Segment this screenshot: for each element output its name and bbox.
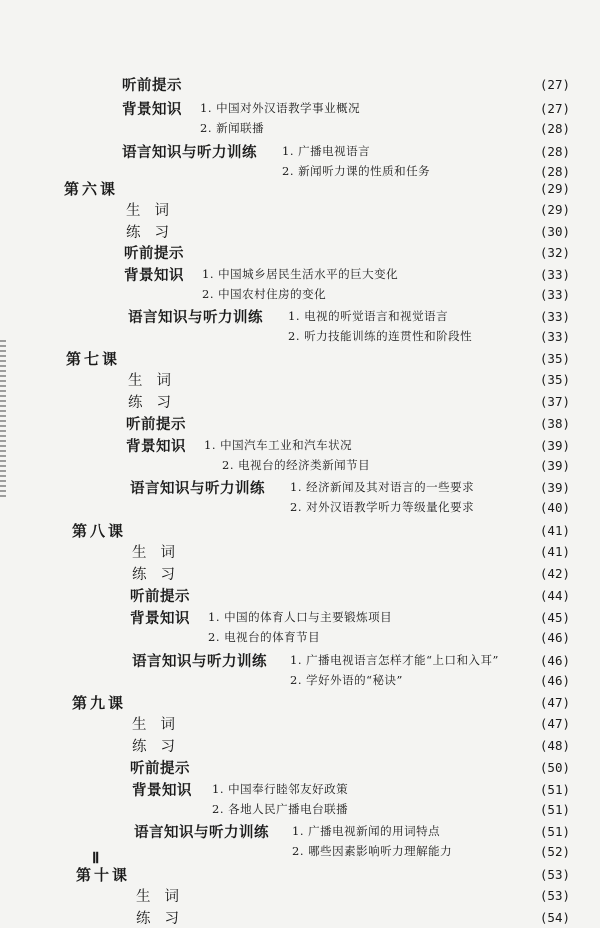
toc-entry[interactable] bbox=[132, 563, 570, 583]
lesson-entry[interactable] bbox=[66, 348, 570, 368]
entry-title: 生词 bbox=[132, 544, 189, 561]
page-number: Ⅱ bbox=[92, 851, 100, 867]
entry-page: (28) bbox=[539, 120, 570, 136]
lesson-title: 第七课 bbox=[66, 349, 121, 368]
entry-page: (41) bbox=[539, 522, 570, 538]
lesson-title: 第十课 bbox=[76, 865, 131, 884]
entry-page: (28) bbox=[539, 163, 570, 179]
section-heading: 背景知识 bbox=[130, 609, 190, 627]
entry-page: (51) bbox=[539, 823, 570, 839]
entry-page: (46) bbox=[539, 652, 570, 668]
lesson-title: 第六课 bbox=[64, 179, 119, 198]
toc-entry[interactable] bbox=[212, 779, 570, 799]
entry-title: 2. 听力技能训练的连贯性和阶段性 bbox=[288, 329, 473, 343]
entry-title: 1. 电视的听觉语言和视觉语言 bbox=[288, 309, 449, 323]
toc-heading bbox=[122, 98, 182, 118]
entry-title: 2. 哪些因素影响听力理解能力 bbox=[292, 844, 453, 858]
entry-page: (29) bbox=[539, 201, 570, 217]
toc-entry[interactable] bbox=[132, 713, 570, 733]
toc-entry[interactable] bbox=[136, 907, 570, 927]
toc-entry[interactable] bbox=[288, 326, 570, 346]
entry-title: 2. 对外汉语教学听力等级量化要求 bbox=[290, 500, 475, 514]
lesson-entry[interactable] bbox=[76, 864, 570, 884]
toc-entry[interactable] bbox=[200, 98, 570, 118]
toc-entry[interactable] bbox=[290, 497, 570, 517]
entry-title: 1. 中国的体育人口与主要锻炼项目 bbox=[208, 610, 393, 624]
entry-page: (39) bbox=[539, 457, 570, 473]
toc-heading bbox=[124, 264, 184, 284]
section-heading: 语言知识与听力训练 bbox=[128, 308, 263, 326]
toc-entry[interactable] bbox=[132, 735, 570, 755]
entry-page: (47) bbox=[539, 694, 570, 710]
section-heading: 背景知识 bbox=[126, 437, 186, 455]
entry-title: 生词 bbox=[136, 888, 193, 905]
entry-page: (41) bbox=[539, 543, 570, 559]
entry-page: (45) bbox=[539, 609, 570, 625]
entry-page: (51) bbox=[539, 801, 570, 817]
toc-heading bbox=[126, 435, 186, 455]
entry-page: (30) bbox=[539, 223, 570, 239]
entry-title: 1. 广播电视语言怎样才能“上口和入耳” bbox=[290, 653, 499, 667]
entry-title: 1. 中国城乡居民生活水平的巨大变化 bbox=[202, 267, 399, 281]
toc-heading bbox=[134, 821, 269, 841]
toc-entry[interactable] bbox=[200, 118, 570, 138]
entry-page: (42) bbox=[539, 565, 570, 581]
entry-page: (53) bbox=[539, 887, 570, 903]
toc-heading bbox=[132, 779, 192, 799]
lesson-entry[interactable] bbox=[72, 692, 570, 712]
entry-page: (47) bbox=[539, 715, 570, 731]
toc-entry[interactable] bbox=[132, 541, 570, 561]
entry-page: (46) bbox=[539, 672, 570, 688]
entry-title: 生词 bbox=[126, 202, 183, 219]
entry-page: (39) bbox=[539, 437, 570, 453]
entry-title: 1. 中国对外汉语教学事业概况 bbox=[200, 101, 361, 115]
toc-entry[interactable] bbox=[282, 141, 570, 161]
entry-title: 2. 学好外语的“秘诀” bbox=[290, 673, 403, 687]
toc-entry[interactable] bbox=[126, 413, 570, 433]
toc-heading bbox=[122, 141, 257, 161]
toc-entry[interactable] bbox=[126, 221, 570, 241]
entry-page: (33) bbox=[539, 328, 570, 344]
entry-title: 1. 广播电视语言 bbox=[282, 144, 371, 158]
toc-entry[interactable] bbox=[208, 627, 570, 647]
entry-title: 1. 中国奉行睦邻友好政策 bbox=[212, 782, 349, 796]
entry-page: (54) bbox=[539, 909, 570, 925]
section-heading: 背景知识 bbox=[124, 266, 184, 284]
entry-page: (33) bbox=[539, 286, 570, 302]
entry-page: (27) bbox=[539, 100, 570, 116]
toc-heading bbox=[132, 650, 267, 670]
toc-heading bbox=[128, 306, 263, 326]
entry-page: (32) bbox=[539, 244, 570, 260]
binding-edge bbox=[0, 340, 6, 500]
toc-entry[interactable] bbox=[204, 435, 570, 455]
toc-entry[interactable] bbox=[212, 799, 570, 819]
entry-title: 练习 bbox=[136, 910, 193, 927]
toc-entry[interactable] bbox=[124, 242, 570, 262]
entry-page: (39) bbox=[539, 479, 570, 495]
section-heading: 语言知识与听力训练 bbox=[122, 143, 257, 161]
entry-title: 练习 bbox=[128, 394, 185, 411]
entry-page: (33) bbox=[539, 266, 570, 282]
toc-entry[interactable] bbox=[290, 477, 570, 497]
entry-title: 听前提示 bbox=[126, 415, 186, 433]
section-heading: 语言知识与听力训练 bbox=[130, 479, 265, 497]
toc-heading bbox=[130, 607, 190, 627]
entry-page: (40) bbox=[539, 499, 570, 515]
section-heading: 背景知识 bbox=[132, 781, 192, 799]
toc-heading bbox=[130, 477, 265, 497]
entry-page: (33) bbox=[539, 308, 570, 324]
entry-page: (48) bbox=[539, 737, 570, 753]
toc-entry[interactable] bbox=[290, 670, 570, 690]
toc-entry[interactable] bbox=[202, 284, 570, 304]
entry-title: 练习 bbox=[126, 224, 183, 241]
toc-entry[interactable] bbox=[130, 585, 570, 605]
entry-title: 2. 新闻听力课的性质和任务 bbox=[282, 164, 431, 178]
lesson-title: 第九课 bbox=[72, 693, 127, 712]
toc-entry[interactable] bbox=[292, 821, 570, 841]
toc-entry[interactable] bbox=[130, 757, 570, 777]
toc-entry[interactable] bbox=[202, 264, 570, 284]
entry-page: (27) bbox=[539, 76, 570, 92]
toc-entry[interactable] bbox=[136, 885, 570, 905]
entry-page: (52) bbox=[539, 843, 570, 859]
entry-page: (29) bbox=[539, 180, 570, 196]
entry-title: 练习 bbox=[132, 566, 189, 583]
toc-entry[interactable] bbox=[290, 650, 570, 670]
toc-entry[interactable] bbox=[222, 455, 570, 475]
toc-entry[interactable] bbox=[128, 391, 570, 411]
entry-page: (46) bbox=[539, 629, 570, 645]
lesson-title: 第八课 bbox=[72, 521, 127, 540]
lesson-entry[interactable] bbox=[72, 520, 570, 540]
toc-entry[interactable] bbox=[208, 607, 570, 627]
section-heading: 语言知识与听力训练 bbox=[134, 823, 269, 841]
entry-title: 听前提示 bbox=[130, 759, 190, 777]
entry-page: (53) bbox=[539, 866, 570, 882]
entry-title: 2. 新闻联播 bbox=[200, 121, 265, 135]
entry-page: (50) bbox=[539, 759, 570, 775]
entry-title: 2. 各地人民广播电台联播 bbox=[212, 802, 349, 816]
section-heading: 背景知识 bbox=[122, 100, 182, 118]
entry-title: 2. 电视台的经济类新闻节目 bbox=[222, 458, 371, 472]
entry-title: 2. 中国农村住房的变化 bbox=[202, 287, 327, 301]
entry-title: 听前提示 bbox=[124, 244, 184, 262]
section-heading: 语言知识与听力训练 bbox=[132, 652, 267, 670]
entry-title: 1. 中国汽车工业和汽车状况 bbox=[204, 438, 353, 452]
entry-page: (38) bbox=[539, 415, 570, 431]
entry-title: 听前提示 bbox=[122, 76, 182, 94]
entry-title: 练习 bbox=[132, 738, 189, 755]
entry-page: (44) bbox=[539, 587, 570, 603]
entry-title: 1. 广播电视新闻的用词特点 bbox=[292, 824, 441, 838]
entry-title: 听前提示 bbox=[130, 587, 190, 605]
entry-title: 1. 经济新闻及其对语言的一些要求 bbox=[290, 480, 475, 494]
entry-title: 2. 电视台的体育节目 bbox=[208, 630, 321, 644]
entry-page: (28) bbox=[539, 143, 570, 159]
lesson-entry[interactable] bbox=[64, 178, 570, 198]
entry-page: (35) bbox=[539, 371, 570, 387]
entry-title: 生词 bbox=[132, 716, 189, 733]
toc-entry[interactable] bbox=[128, 369, 570, 389]
entry-title: 生词 bbox=[128, 372, 185, 389]
toc-entry[interactable] bbox=[288, 306, 570, 326]
toc-entry[interactable] bbox=[126, 199, 570, 219]
entry-page: (37) bbox=[539, 393, 570, 409]
entry-page: (51) bbox=[539, 781, 570, 797]
entry-page: (35) bbox=[539, 350, 570, 366]
toc-entry[interactable] bbox=[292, 841, 570, 861]
toc-entry[interactable] bbox=[122, 74, 570, 94]
